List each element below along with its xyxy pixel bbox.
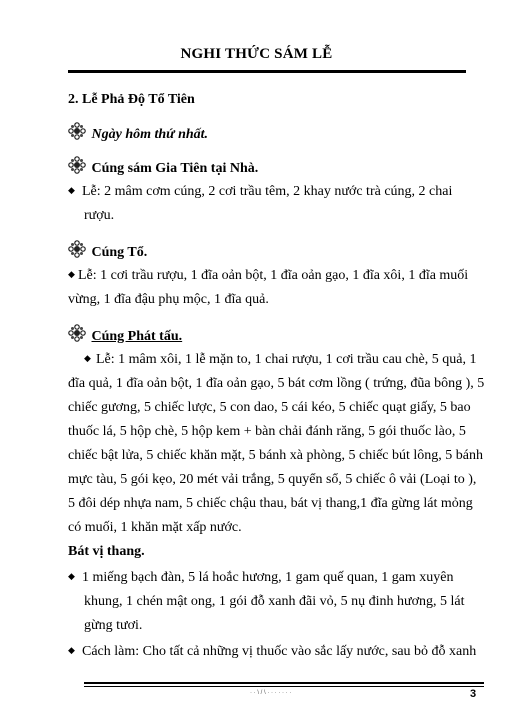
day-label: Ngày hôm thứ nhất. xyxy=(91,127,209,142)
cung-to-title: Cúng Tổ. xyxy=(91,245,148,260)
cach-lam-line: ◆ Cách làm: Cho tất cả những vị thuốc vào sắc lấy nước, sau bỏ đỗ xanh xyxy=(68,644,477,659)
day-line xyxy=(68,122,208,143)
lotus-ornament-icon xyxy=(68,122,86,140)
bat-vi-thang-line-2: khung, 1 chén mật ong, 1 gói đỗ xanh đãi vỏ, 5 nụ đinh hương, 5 lát xyxy=(84,594,465,609)
diamond-bullet-icon: ◆ xyxy=(68,269,75,279)
gia-tien-le-line-2: rượu. xyxy=(84,208,115,223)
lotus-ornament-icon xyxy=(68,156,86,174)
footer-rule xyxy=(84,682,484,684)
footer-text: · · \ / \ · · · · · · · xyxy=(250,690,292,696)
gia-tien-title: Cúng sám Gia Tiên tại Nhà. xyxy=(91,161,259,176)
phat-tau-le-line-6: mực tàu, 5 gói kẹo, 20 mét vải trắng, 5 quyển sổ, 5 chiếc ô vải (Loại to ), xyxy=(68,472,477,487)
gia-tien-le-line-1: ◆ Lễ: 2 mâm cơm cúng, 2 cơi trầu têm, 2 khay nước trà cúng, 2 chai xyxy=(68,184,453,199)
phat-tau-title-line xyxy=(68,324,182,345)
diamond-bullet-icon: ◆ xyxy=(68,571,75,581)
section-heading: 2. Lễ Phả Độ Tổ Tiên xyxy=(68,92,195,107)
lotus-ornament-icon xyxy=(68,240,86,258)
header-rule xyxy=(68,70,466,73)
diamond-bullet-icon: ◆ xyxy=(84,353,91,363)
phat-tau-le-line-3: chiếc gương, 5 chiếc lược, 5 con dao, 5 cái kéo, 5 chiếc quạt giấy, 5 bao xyxy=(68,400,471,415)
cung-to-le-line-1: ◆ Lễ: 1 cơi trầu rượu, 1 đĩa oản bột, 1 đĩa oản gạo, 1 đĩa xôi, 1 đĩa muối xyxy=(68,268,469,283)
phat-tau-le-line-1: ◆ Lễ: 1 mâm xôi, 1 lễ mặn to, 1 chai rượu, 1 cơi trầu cau chè, 5 quả, 1 xyxy=(84,352,477,367)
gia-tien-title-line xyxy=(68,156,258,177)
phat-tau-le-line-8: có muối, 1 khăn mặt xấp nước. xyxy=(68,520,242,535)
page-header-title: NGHI THỨC SÁM LỄ xyxy=(180,46,333,62)
page-number: 3 xyxy=(470,688,477,700)
diamond-bullet-icon: ◆ xyxy=(68,645,75,655)
phat-tau-le-line-4: thuốc lá, 5 hộp chè, 5 hộp kem + bàn chải đánh răng, 5 gói thuốc lào, 5 xyxy=(68,424,466,439)
footer-rule-thin xyxy=(84,686,484,687)
phat-tau-title: Cúng Phát tấu. xyxy=(91,329,183,344)
bat-vi-thang-line-1: ◆ 1 miếng bạch đàn, 5 lá hoắc hương, 1 gam quế quan, 1 gam xuyên xyxy=(68,570,454,585)
phat-tau-le-line-2: đĩa quả, 1 đĩa oản bột, 1 đĩa oản gạo, 5 bát cơm lồng ( trứng, đũa bông ), 5 xyxy=(68,376,485,391)
phat-tau-le-line-5: chiếc bật lửa, 5 chiếc khăn mặt, 5 bánh xà phòng, 5 chiếc bút lông, 5 bánh xyxy=(68,448,484,463)
bat-vi-thang-line-3: gừng tươi. xyxy=(84,618,143,633)
phat-tau-le-line-7: 5 đôi dép nhựa nam, 5 chiếc chậu thau, bát vị thang,1 đĩa gừng lát mỏng xyxy=(68,496,473,511)
bat-vi-thang-title: Bát vị thang. xyxy=(68,544,145,559)
lotus-ornament-icon xyxy=(68,324,86,342)
cung-to-title-line xyxy=(68,240,147,261)
diamond-bullet-icon: ◆ xyxy=(68,185,75,195)
cung-to-le-line-2: vừng, 1 đĩa đậu phụ mộc, 1 đĩa quả. xyxy=(68,292,269,307)
